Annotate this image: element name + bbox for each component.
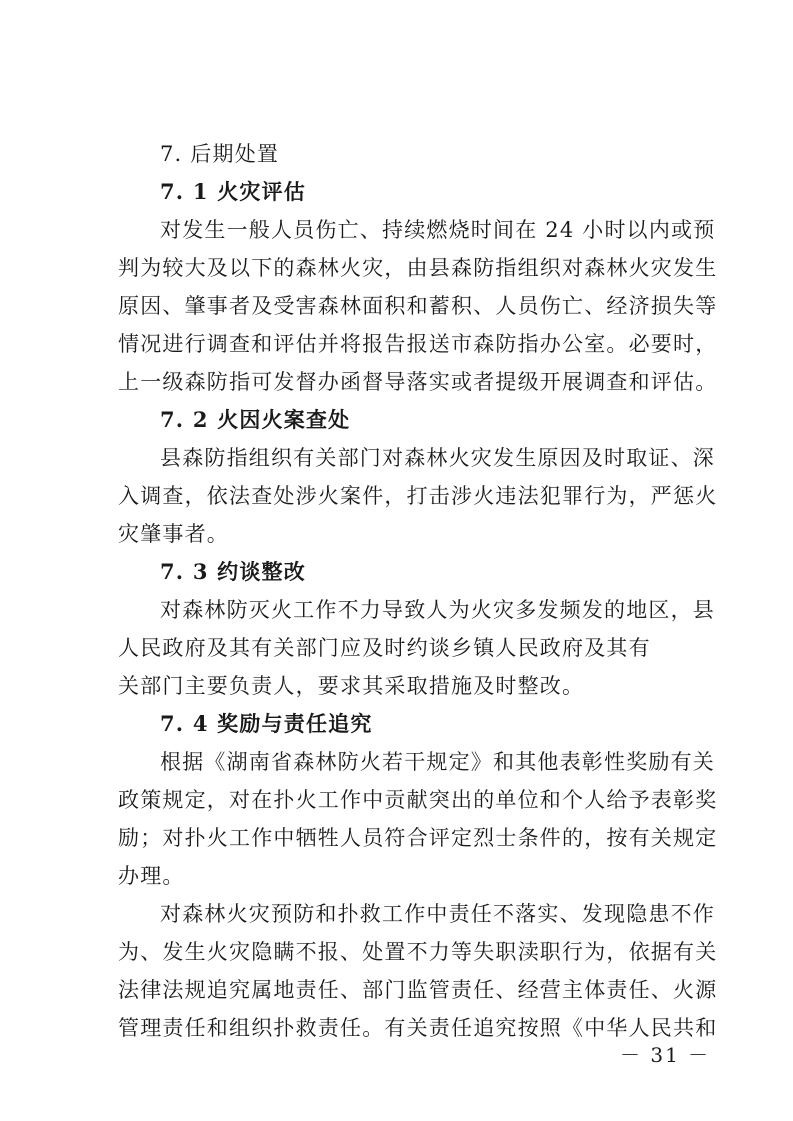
paragraph-line: 对发生一般人员伤亡、持续燃烧时间在 24 小时以内或预 — [160, 218, 716, 242]
paragraph-line: 根据《湖南省森林防火若干规定》和其他表彰性奖励有关 — [160, 750, 715, 774]
paragraph-line: 上一级森防指可发督办函督导落实或者提级开展调查和评估。 — [118, 370, 718, 394]
paragraph-line: 原因、肇事者及受害森林面积和蓄积、人员伤亡、经济损失等 — [118, 294, 718, 318]
subsection-7-1-title: 7. 1 火灾评估 — [160, 179, 306, 204]
paragraph-line: 政策规定，对在扑火工作中贡献突出的单位和个人给予表彰奖 — [118, 788, 718, 812]
paragraph-line: 办理。 — [118, 864, 185, 888]
paragraph-line: 关部门主要负责人，要求其采取措施及时整改。 — [118, 674, 585, 698]
paragraph-line: 情况进行调查和评估并将报告报送市森防指办公室。必要时， — [118, 332, 718, 356]
paragraph-line: 人民政府及其有关部门应及时约谈乡镇人民政府及其有 — [118, 636, 651, 660]
paragraph-line: 对森林火灾预防和扑救工作中责任不落实、发现隐患不作 — [160, 902, 715, 926]
subsection-7-4-title: 7. 4 奖励与责任追究 — [160, 711, 373, 736]
paragraph-line: 对森林防灭火工作不力导致人为火灾多发频发的地区，县 — [160, 598, 715, 622]
paragraph-line: 判为较大及以下的森林火灾，由县森防指组织对森林火灾发生 — [118, 256, 718, 280]
paragraph-line: 入调查，依法查处涉火案件，打击涉火违法犯罪行为，严惩火 — [118, 484, 718, 508]
paragraph-line: 管理责任和组织扑救责任。有关责任追究按照《中华人民共和 — [118, 1016, 718, 1040]
paragraph-line: 法律法规追究属地责任、部门监管责任、经营主体责任、火源 — [118, 978, 718, 1002]
paragraph-line: 励；对扑火工作中牺牲人员符合评定烈士条件的，按有关规定 — [118, 826, 718, 850]
paragraph-line: 灾肇事者。 — [118, 522, 229, 546]
subsection-7-2-title: 7. 2 火因火案查处 — [160, 407, 351, 432]
page-number: － 31 － — [620, 1043, 711, 1067]
paragraph-line: 县森防指组织有关部门对森林火灾发生原因及时取证、深 — [160, 446, 715, 470]
section-title: 7. 后期处置 — [160, 142, 280, 166]
paragraph-line: 为、发生火灾隐瞒不报、处置不力等失职渎职行为，依据有关 — [118, 940, 718, 964]
subsection-7-3-title: 7. 3 约谈整改 — [160, 559, 306, 584]
